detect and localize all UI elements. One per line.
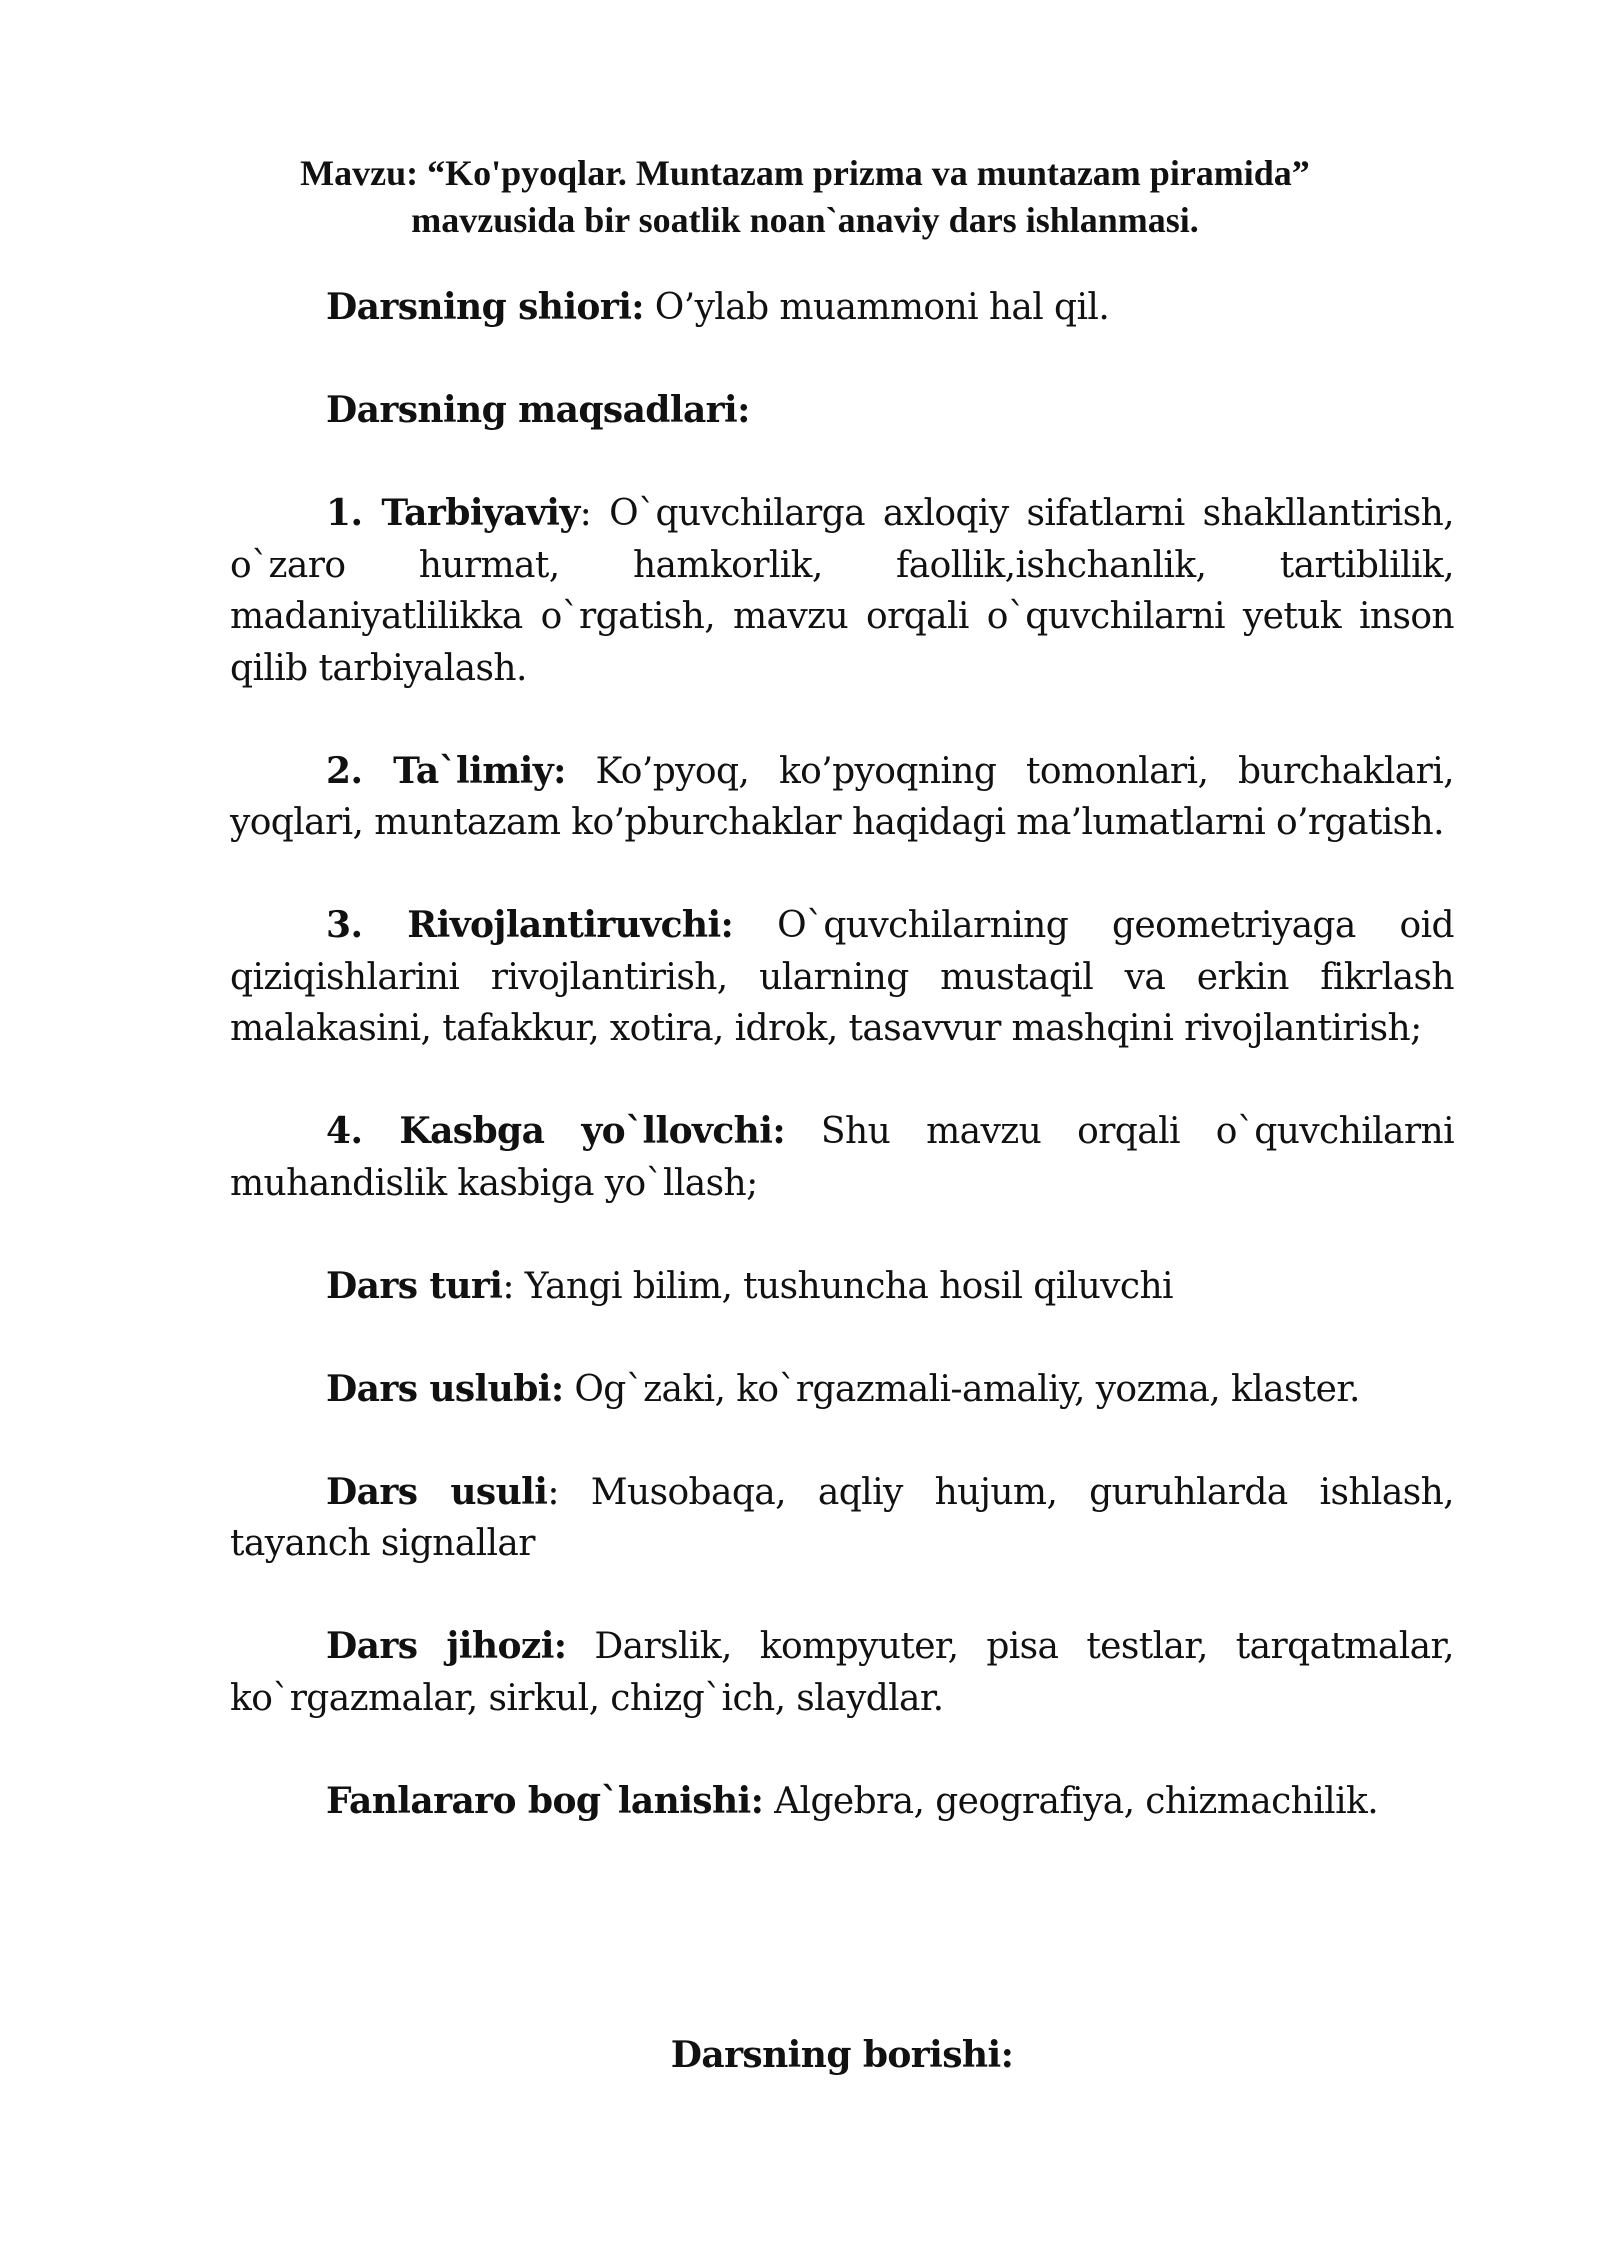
goal-text: Shu mavzu orqali o`quvchilarni muhandislik kasbiga yo`llash; [230, 1111, 1454, 1204]
goal-number: 1. [326, 492, 363, 534]
goal-number: 4. [326, 1110, 363, 1152]
motto-text: O’ylab muammoni hal qil. [643, 287, 1110, 328]
lesson-type-label: Dars turi [326, 1264, 503, 1307]
interdisciplinary-label: Fanlararo bog`lanishi: [326, 1779, 764, 1822]
goal-label: Ta`limiy: [362, 749, 566, 792]
goal-item-developing [230, 900, 1454, 1055]
goal-text: O`quvchilarning geometriyaga oid qiziqishlarini rivojlantirish, ularning mustaqil va erkin fikrlash malakasini, tafakkur, xotira, idrok, tasavvur mashqini rivojlantirish; [230, 905, 1454, 1049]
document-body [230, 282, 1454, 1879]
lesson-style-text: Og`zaki, ko`rgazmali-amaliy, yozma, klaster. [563, 1368, 1360, 1410]
motto-label: Darsning shiori: [326, 286, 644, 328]
lesson-method-paragraph [230, 1467, 1454, 1570]
goals-heading [230, 385, 1454, 437]
lesson-type-paragraph [230, 1261, 1454, 1313]
lesson-style-label: Dars uslubi: [326, 1367, 564, 1410]
goal-label: Kasbga yo`llovchi: [362, 1110, 786, 1152]
lesson-progress-heading: Darsning borishi: [670, 2034, 1014, 2076]
lesson-method-text: : Musobaqa, aqliy hujum, guruhlarda ishlash, tayanch signallar [230, 1471, 1454, 1564]
title-line-1: Mavzu: “Ko'pyoqlar. Muntazam prizma va muntazam piramida” [300, 153, 1310, 193]
goal-item-educational [230, 488, 1454, 694]
goal-number: 2. [326, 749, 363, 792]
lesson-style-paragraph [230, 1364, 1454, 1416]
goal-label: Tarbiyaviy [362, 492, 580, 534]
interdisciplinary-text: Algebra, geografiya, chizmachilik. [763, 1780, 1379, 1822]
title-line-2: mavzusida bir soatlik noan`anaviy dars ishlanmasi. [411, 200, 1199, 240]
lesson-equipment-paragraph [230, 1621, 1454, 1724]
motto-paragraph [230, 282, 1454, 334]
goal-item-teaching [230, 746, 1454, 849]
lesson-type-text: : Yangi bilim, tushuncha hosil qiluvchi [502, 1265, 1173, 1307]
lesson-equipment-text: Darslik, kompyuter, pisa testlar, tarqatmalar, ko`rgazmalar, sirkul, chizg`ich, slaydlar. [230, 1626, 1454, 1719]
lesson-method-label: Dars usuli [326, 1470, 548, 1513]
goal-text: Ko’pyoq, ko’pyoqning tomonlari, burchaklari, yoqlari, muntazam ko’pburchaklar haqidagi ma’lumatlarni o’rgatish. [230, 750, 1454, 843]
goal-number: 3. [326, 904, 363, 946]
goal-item-career [230, 1106, 1454, 1209]
document-title [230, 150, 1380, 244]
lesson-equipment-label: Dars jihozi: [326, 1625, 567, 1667]
goal-text: : O`quvchilarga axloqiy sifatlarni shakllantirish, o`zaro hurmat, hamkorlik, faollik,ishchanlik, tartiblilik, madaniyatlilikka o`rgatish, mavzu orqali o`quvchilarni yetuk inson qilib tarbiyalash. [230, 493, 1454, 689]
interdisciplinary-paragraph [230, 1776, 1454, 1828]
goal-label: Rivojlantiruvchi: [362, 904, 734, 946]
goals-heading-label: Darsning maqsadlari: [326, 389, 750, 431]
